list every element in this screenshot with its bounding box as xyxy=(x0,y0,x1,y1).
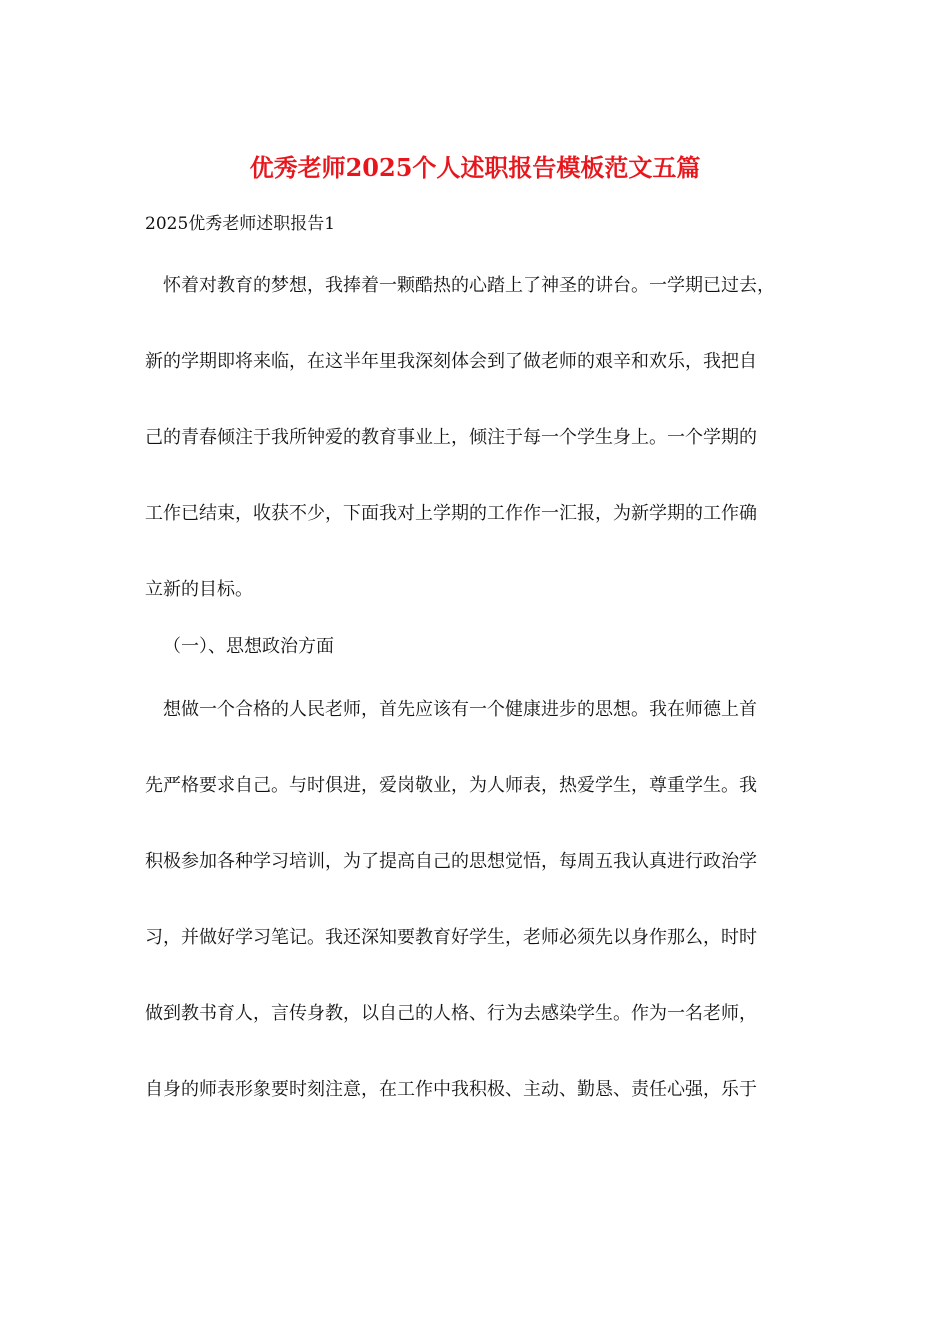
paragraph-line: 工作已结束，收获不少，下面我对上学期的工作作一汇报，为新学期的工作确 xyxy=(145,503,757,524)
document-title: 优秀老师2025个人述职报告模板范文五篇 xyxy=(249,153,701,182)
paragraph-line: 做到教书育人，言传身教，以自己的人格、行为去感染学生。作为一名老师， xyxy=(145,1003,757,1024)
paragraph-line: 积极参加各种学习培训，为了提高自己的思想觉悟，每周五我认真进行政治学 xyxy=(145,851,757,872)
report-subheading: 2025优秀老师述职报告1 xyxy=(145,214,336,234)
paragraph-ideology xyxy=(145,672,815,1128)
paragraph-line: 怀着对教育的梦想，我捧着一颗酷热的心踏上了神圣的讲台。一学期已过去， xyxy=(163,275,775,296)
paragraph-line: 习，并做好学习笔记。我还深知要教育好学生，老师必须先以身作那么，时时 xyxy=(145,927,757,948)
paragraph-line: 想做一个合格的人民老师，首先应该有一个健康进步的思想。我在师德上首 xyxy=(163,699,757,720)
section-heading-ideology: （一）、思想政治方面 xyxy=(163,636,334,657)
paragraph-line: 新的学期即将来临，在这半年里我深刻体会到了做老师的艰辛和欢乐，我把自 xyxy=(145,351,757,372)
paragraph-line: 自身的师表形象要时刻注意，在工作中我积极、主动、勤恳、责任心强，乐于 xyxy=(145,1079,757,1100)
paragraph-line: 先严格要求自己。与时俱进，爱岗敬业，为人师表，热爱学生，尊重学生。我 xyxy=(145,775,757,796)
paragraph-intro xyxy=(145,248,815,628)
paragraph-line: 立新的目标。 xyxy=(145,579,253,600)
paragraph-line: 己的青春倾注于我所钟爱的教育事业上，倾注于每一个学生身上。一个学期的 xyxy=(145,427,757,448)
